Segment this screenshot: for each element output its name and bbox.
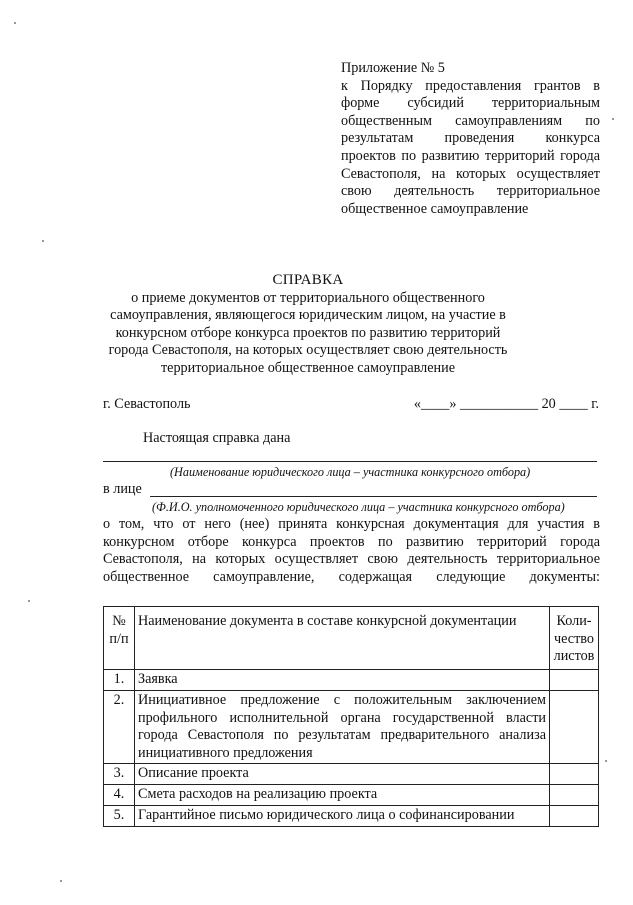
row-count [550,785,599,806]
documents-table [103,606,599,827]
row-num: 4. [104,785,135,806]
scan-speck [60,880,62,882]
scan-speck [28,600,30,602]
face-label: в лице [103,481,142,497]
document-title: СПРАВКА [272,272,344,288]
document-subtitle: о приеме документов от территориального общественного самоуправления, являющегося юридическим лицом, на участие в конкурсном отборе конкурса проектов по развитию территорий города Севастополя, на которых осуществляет свою деятельность территориальное общественное самоуправление [108,289,508,376]
header-name: Наименование документа в составе конкурсной документации [135,607,550,670]
row-count [550,806,599,827]
header-num: № п/п [104,607,135,670]
row-num: 5. [104,806,135,827]
issued-to-label: Настоящая справка дана [143,430,291,446]
annex-block [341,60,600,218]
date-line: «____» ___________ 20 ____ г. [413,396,599,412]
row-count [550,764,599,785]
annex-text: к Порядку предоставления грантов в форме субсидий территориальным общественным самоуправлениям по результатам проведения конкурса проектов по развитию территорий города Севастополя, на которых осуществляет свою деятельность территориальное общественное самоуправление [341,77,600,217]
place-date-row [103,396,599,414]
person-blank-line [150,496,597,497]
row-count [550,670,599,691]
table-header-row [104,607,599,670]
row-name: Заявка [135,670,550,691]
scan-speck [14,22,16,24]
row-num: 2. [104,691,135,764]
row-num: 1. [104,670,135,691]
table-row [104,806,599,827]
scan-speck [605,760,607,762]
table-row [104,764,599,785]
table-row [104,785,599,806]
header-count: Коли-чество листов [550,607,599,670]
row-name: Гарантийное письмо юридического лица о софинансировании [135,806,550,827]
scan-speck [612,118,614,120]
table-row [104,691,599,764]
row-num: 3. [104,764,135,785]
legal-entity-caption: (Наименование юридического лица – участника конкурсного отбора) [170,465,531,479]
scan-speck [42,240,44,242]
person-caption: (Ф.И.О. уполномоченного юридического лица – участника конкурсного отбора) [152,500,565,514]
row-name: Инициативное предложение с положительным заключением профильного исполнительной органа государственной власти города Севастополя по результатам предварительного анализа инициативного предложения [135,691,550,764]
body-paragraph: о том, что от него (нее) принята конкурсная документация для участия в конкурсном отборе конкурса проектов по развитию территорий города Севастополя, на которых осуществляет свою деятельность территориальное общественное самоуправление, содержащая следующие документы: [103,516,600,585]
legal-entity-blank-line [103,461,597,462]
row-count [550,691,599,764]
table-row [104,670,599,691]
row-name: Смета расходов на реализацию проекта [135,785,550,806]
city-label: г. Севастополь [103,396,191,412]
annex-title: Приложение № 5 [341,60,445,76]
document-heading [98,272,518,378]
row-name: Описание проекта [135,764,550,785]
